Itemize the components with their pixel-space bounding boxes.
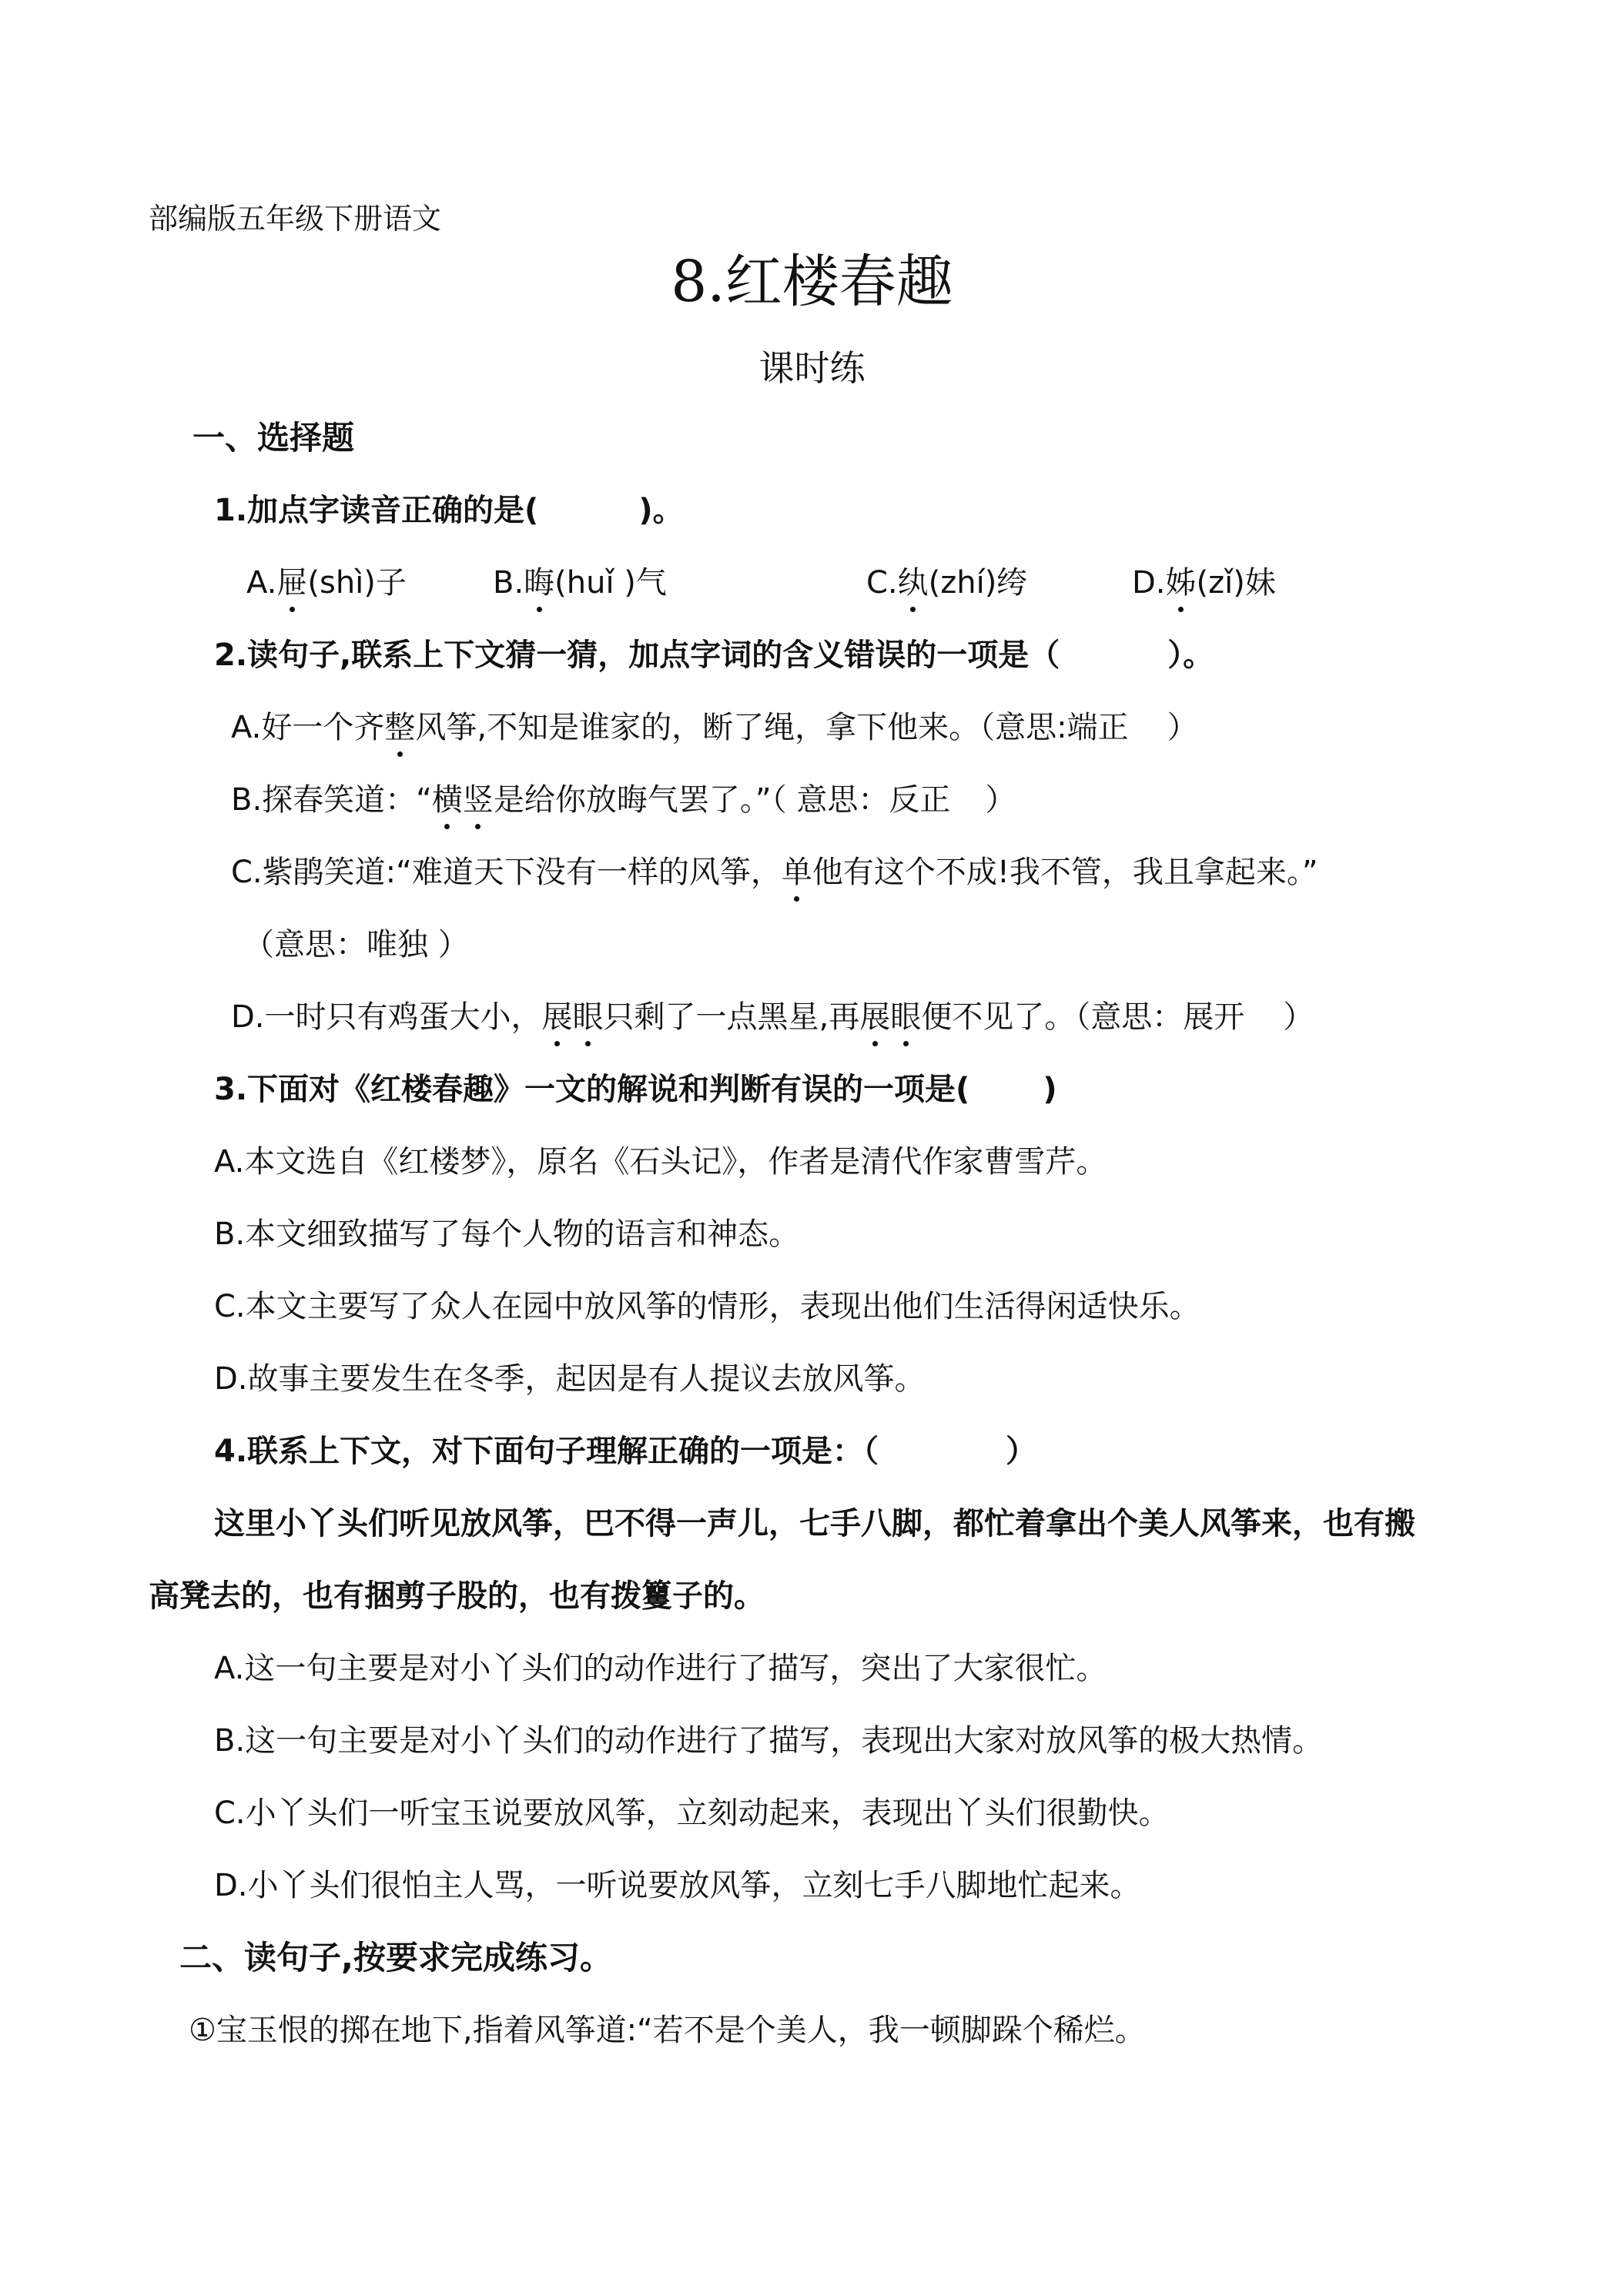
question-1-text: 1.加点字读音正确的是( [214, 493, 539, 528]
section-2-heading: 二、读句子,按要求完成练习。 [179, 1939, 612, 1976]
question-3-end: ) [1043, 1072, 1057, 1107]
question-4-option-d: D.小丫头们很怕主人骂，一听说要放风筝，立刻七手八脚地忙起来。 [214, 1868, 1141, 1903]
emphasis-dot-char: 单 [782, 852, 812, 892]
question-3-option-d: D.故事主要发生在冬季，起因是有人提议去放风筝。 [214, 1361, 926, 1397]
question-4-passage-line-1: 这里小丫头们听见放风筝，巴不得一声儿，七手八脚，都忙着拿出个美人风筝来，也有搬 [214, 1506, 1415, 1541]
question-4-text: 4.联系上下文，对下面句子理解正确的一项是：（ [214, 1434, 879, 1469]
question-2-option-c-meaning: （意思：唯独 ） [243, 927, 469, 962]
question-4-passage-line-2: 高凳去的，也有捆剪子股的，也有拨籰子的。 [149, 1578, 765, 1614]
emphasis-dot-char: 眼 [890, 997, 921, 1037]
question-1-stem [214, 490, 684, 530]
question-2-option-d: D.一时只有鸡蛋大小，展眼只剩了一点黑星,再展眼便不见了。（意思：展开 ） [231, 997, 1314, 1037]
question-3-text: 3.下面对《红楼春趣》一文的解说和判断有误的一项是( [214, 1072, 970, 1107]
question-1-option-b: B.晦(huǐ )气 [493, 563, 667, 603]
question-1-option-c: C.纨(zhí)绔 [866, 563, 1027, 603]
question-4-option-c: C.小丫头们一听宝玉说要放风筝，立刻动起来，表现出丫头们很勤快。 [214, 1796, 1170, 1831]
emphasis-dot-char: 姊 [1166, 563, 1197, 603]
question-2-option-a: A.好一个齐整风筝,不知是谁家的，断了绳，拿下他来。（意思:端正 ） [231, 708, 1198, 748]
question-4-option-a: A.这一句主要是对小丫头们的动作进行了描写，突出了大家很忙。 [214, 1651, 1107, 1686]
emphasis-dot-char: 整 [384, 708, 415, 748]
emphasis-dot-char: 屉 [276, 563, 307, 603]
question-2-stem [214, 635, 1214, 675]
question-4-option-b: B.这一句主要是对小丫头们的动作进行了描写，表现出大家对放风筝的极大热情。 [214, 1723, 1324, 1759]
emphasis-dot-char: 晦 [524, 563, 554, 603]
question-2-option-c: C.紫鹃笑道:“难道天下没有一样的风筝，单他有这个不成!我不管，我且拿起来。” [231, 852, 1318, 892]
question-2-option-b: B.探春笑道：“横竖是给你放晦气罢了。”（ 意思：反正 ） [231, 780, 1016, 820]
question-1-end: )。 [638, 493, 684, 528]
section-1-heading: 一、选择题 [193, 419, 355, 457]
emphasis-dot-char: 横 [432, 780, 463, 820]
question-3-option-b: B.本文细致描写了每个人物的语言和神态。 [214, 1217, 800, 1252]
emphasis-dot-char: 眼 [573, 997, 604, 1037]
page-subtitle: 课时练 [758, 347, 866, 389]
emphasis-dot-char: 竖 [463, 780, 494, 820]
question-2-text: 2.读句子,联系上下文猜一猜，加点字词的含义错误的一项是（ [214, 638, 1060, 673]
question-3-option-a: A.本文选自《红楼梦》，原名《石头记》，作者是清代作家曹雪芹。 [214, 1144, 1107, 1180]
question-1-option-a: A.屉(shì)子 [246, 563, 407, 603]
emphasis-dot-char: 纨 [898, 563, 929, 603]
question-3-option-c: C.本文主要写了众人在园中放风筝的情形，表现出他们生活得闲适快乐。 [214, 1289, 1200, 1324]
question-4-end: ） [1006, 1434, 1037, 1469]
section-2-sentence-1: ①宝玉恨的掷在地下,指着风筝道:“若不是个美人，我一顿脚跺个稀烂。 [189, 2013, 1146, 2048]
emphasis-dot-char: 展 [859, 997, 890, 1037]
emphasis-dot-char: 展 [542, 997, 573, 1037]
question-4-stem [214, 1431, 1036, 1471]
page-title: 8.红楼春趣 [671, 249, 953, 315]
document-header: 部编版五年级下册语文 [149, 202, 442, 236]
question-1-option-d: D.姊(zǐ)妹 [1132, 563, 1276, 603]
question-2-end: ）。 [1167, 638, 1214, 673]
question-3-stem [214, 1069, 1057, 1110]
